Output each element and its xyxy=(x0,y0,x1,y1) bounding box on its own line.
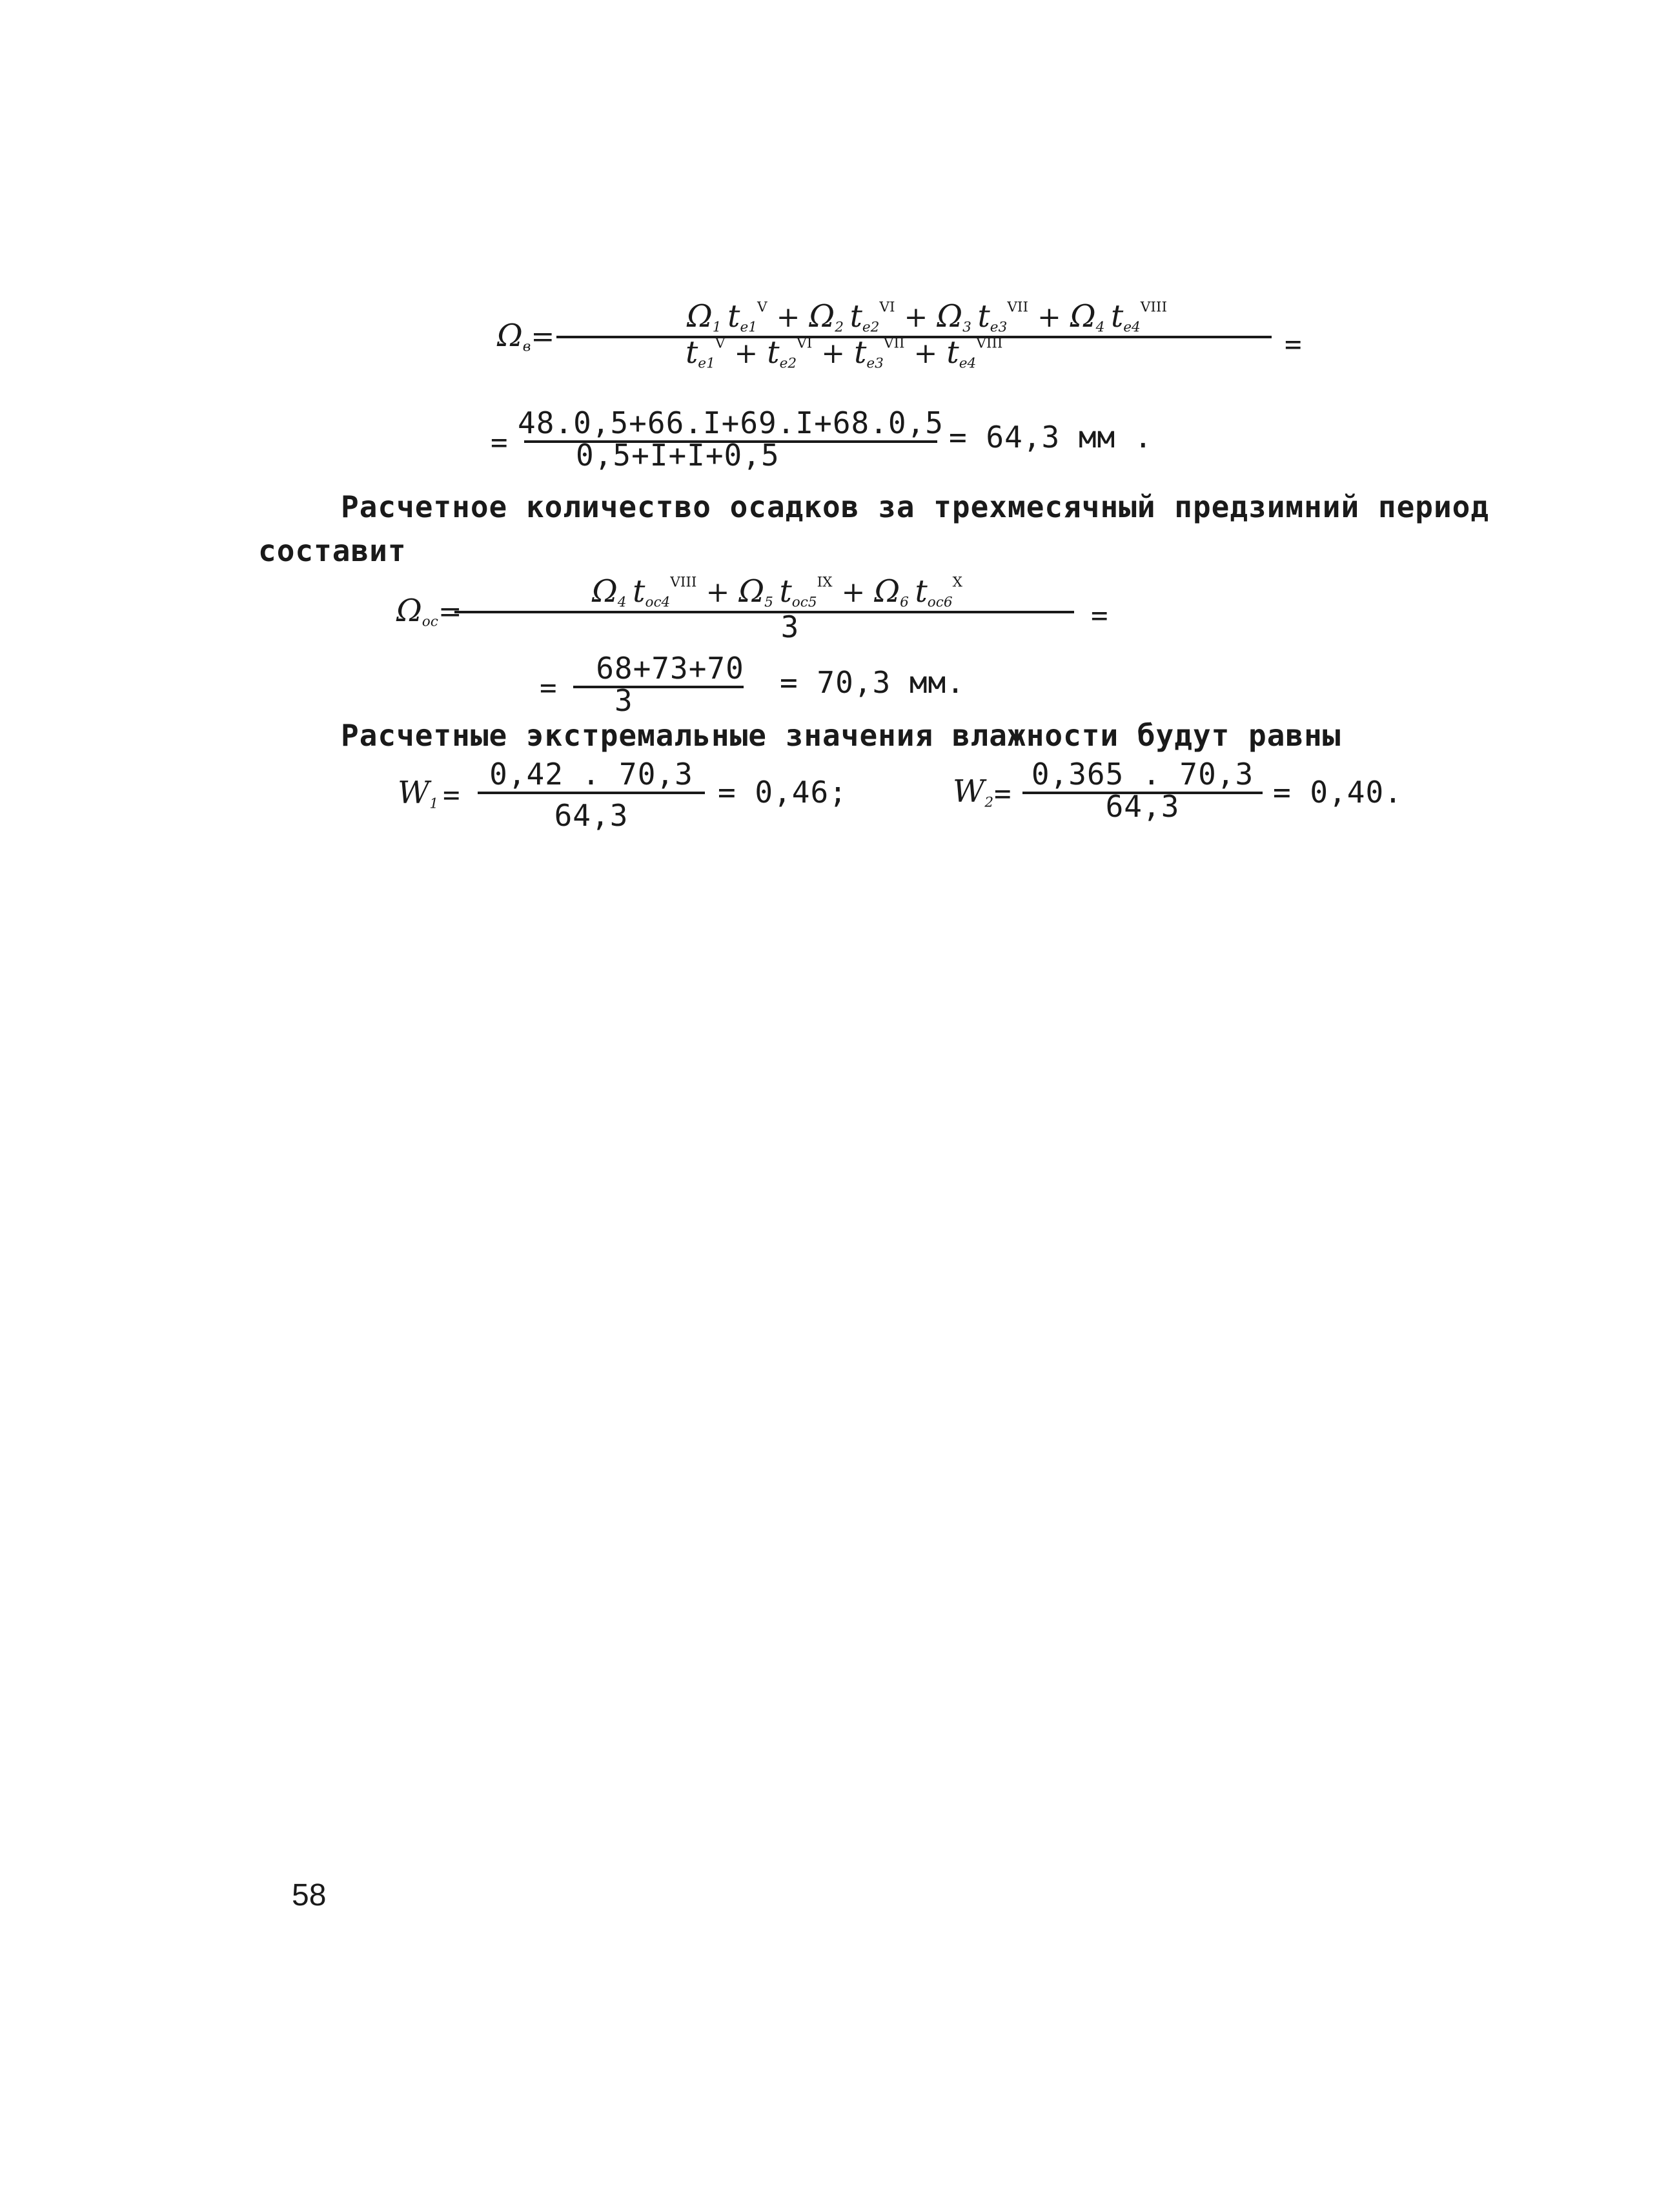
omega-index: 3 xyxy=(962,319,971,336)
time-symbol: t xyxy=(1110,298,1124,334)
w1-fraction xyxy=(478,757,705,833)
month-superscript: V xyxy=(757,299,767,316)
time-subscript: e3 xyxy=(866,355,884,372)
omega-symbol: Ω xyxy=(1070,298,1096,334)
formula2-value-result: = 70,3 мм. xyxy=(780,665,965,700)
formula2-lhs xyxy=(396,593,462,630)
time-symbol: t xyxy=(915,573,928,609)
w-symbol: W xyxy=(953,773,985,810)
w2-fraction xyxy=(1022,757,1263,824)
formula1-fraction xyxy=(556,298,1272,371)
formula1-value-denominator: 0,5+I+I+0,5 xyxy=(576,438,780,473)
time-symbol: t xyxy=(633,573,645,609)
omega-symbol: Ω xyxy=(809,298,835,334)
formula2-fraction-bar xyxy=(454,611,1074,613)
time-subscript: ос5 xyxy=(791,594,817,611)
month-superscript: VIII xyxy=(1140,299,1167,316)
formula2-value-denominator: 3 xyxy=(615,683,633,718)
paragraph-line-1: Расчетное количество осадков за трехмесячный предзимний период xyxy=(341,489,1490,524)
plus-operator: + xyxy=(832,576,875,609)
time-subscript: ос6 xyxy=(927,594,953,611)
formula2-value-numerator: 68+73+70 xyxy=(596,651,744,686)
page-number: 58 xyxy=(292,1878,327,1912)
omega-symbol: Ω xyxy=(874,573,900,609)
omega-symbol: Ω xyxy=(497,318,523,354)
formula2-denominator: 3 xyxy=(780,609,800,644)
w2-lhs xyxy=(953,773,993,811)
time-symbol: t xyxy=(854,334,867,371)
time-subscript: e2 xyxy=(862,319,880,336)
plus-operator: + xyxy=(767,301,809,334)
w2-result: = 0,40. xyxy=(1273,775,1403,810)
formula1-trailing-equals: = xyxy=(1285,328,1302,361)
paragraph-2: Расчетные экстремальные значения влажности будут равны xyxy=(341,718,1341,753)
time-symbol: t xyxy=(686,334,698,371)
w1-fraction-bar xyxy=(478,792,705,794)
formula1-equals: = xyxy=(531,320,555,353)
paragraph-line-2: составит xyxy=(258,533,407,568)
w1-lhs xyxy=(398,775,438,812)
formula1-value-equals: = xyxy=(491,426,508,459)
plus-operator: + xyxy=(696,576,739,609)
month-superscript: IX xyxy=(817,574,833,591)
w1-denominator: 64,3 xyxy=(554,798,629,833)
formula2-value-equals: = xyxy=(540,671,557,704)
omega-index: 4 xyxy=(617,594,627,611)
w2-denominator: 64,3 xyxy=(1105,789,1180,824)
time-subscript: ос4 xyxy=(645,594,671,611)
formula2-equals: = xyxy=(438,595,462,628)
omega-symbol: Ω xyxy=(937,298,963,334)
month-superscript: VII xyxy=(1007,299,1028,316)
month-superscript: X xyxy=(952,574,962,591)
omega-symbol: Ω xyxy=(592,573,618,609)
formula2-fraction xyxy=(454,573,1074,644)
formula1-value-result: = 64,3 мм . xyxy=(949,420,1153,455)
time-symbol: t xyxy=(849,298,862,334)
formula1-lhs xyxy=(497,318,554,355)
time-symbol: t xyxy=(767,334,780,371)
w1-subscript: 1 xyxy=(429,795,439,812)
w1-numerator: 0,42 . 70,3 xyxy=(489,757,693,792)
formula2-lhs-subscript: ос xyxy=(422,613,438,630)
time-symbol: t xyxy=(977,298,990,334)
time-symbol: t xyxy=(727,298,740,334)
formula2-trailing-equals: = xyxy=(1091,599,1108,632)
formula2-numerator xyxy=(566,573,962,611)
w1-equals: = xyxy=(443,779,460,812)
formula1-numerator xyxy=(661,298,1167,336)
time-subscript: e3 xyxy=(990,319,1008,336)
time-symbol: t xyxy=(779,573,792,609)
time-subscript: e4 xyxy=(959,355,977,372)
formula2-value-fraction xyxy=(573,651,767,718)
plus-operator: + xyxy=(725,336,767,370)
plus-operator: + xyxy=(904,336,947,370)
omega-index: 2 xyxy=(835,319,844,336)
plus-operator: + xyxy=(812,336,855,370)
month-superscript: V xyxy=(715,334,726,351)
month-superscript: VI xyxy=(879,299,895,316)
omega-index: 6 xyxy=(900,594,909,611)
formula1-denominator xyxy=(686,334,1002,372)
plus-operator: + xyxy=(1028,301,1070,334)
formula1-value-numerator: 48.0,5+66.I+69.I+68.0,5 xyxy=(518,405,944,440)
time-subscript: e1 xyxy=(740,319,757,336)
formula1-value-fraction xyxy=(518,405,944,473)
w-symbol: W xyxy=(398,775,430,811)
omega-symbol: Ω xyxy=(738,573,765,609)
time-symbol: t xyxy=(946,334,959,371)
month-superscript: VI xyxy=(797,334,813,351)
plus-operator: + xyxy=(895,301,937,334)
w2-equals: = xyxy=(994,777,1011,810)
formula1-lhs-subscript: в xyxy=(522,338,531,355)
omega-index: 4 xyxy=(1095,319,1105,336)
month-superscript: VIII xyxy=(976,334,1003,351)
time-subscript: e4 xyxy=(1123,319,1141,336)
omega-index: 5 xyxy=(764,594,773,611)
formula2-value-bar xyxy=(573,686,744,688)
omega-symbol: Ω xyxy=(687,298,713,334)
w2-numerator: 0,365 . 70,3 xyxy=(1031,757,1254,792)
month-superscript: VII xyxy=(883,334,905,351)
omega-symbol: Ω xyxy=(396,593,422,629)
w2-subscript: 2 xyxy=(984,794,994,811)
month-superscript: VIII xyxy=(670,574,697,591)
omega-index: 1 xyxy=(712,319,722,336)
time-subscript: e2 xyxy=(779,355,797,372)
time-subscript: e1 xyxy=(698,355,715,372)
w1-result: = 0,46; xyxy=(718,775,848,810)
